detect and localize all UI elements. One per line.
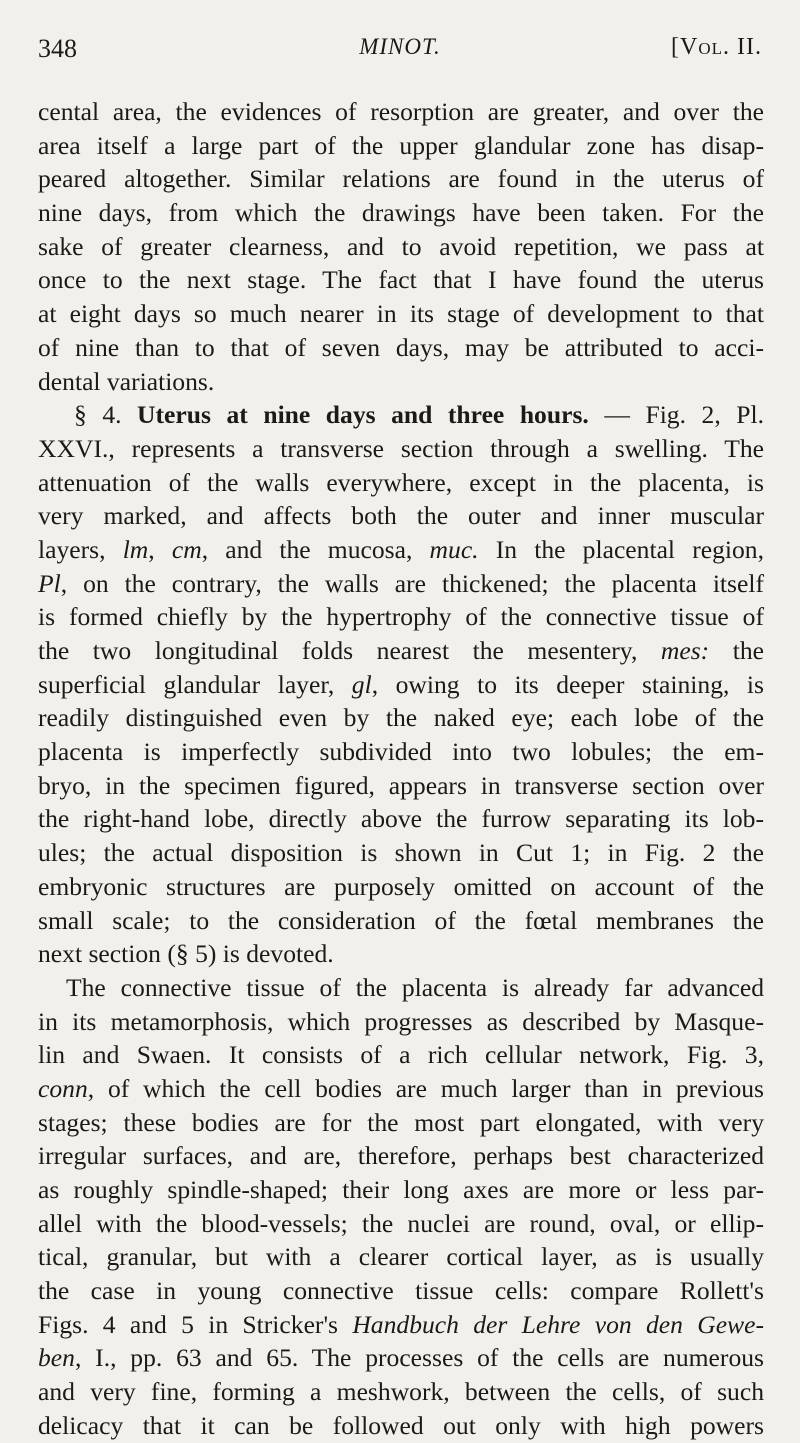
text-line (38, 870, 764, 904)
text-run: The connective tissue of the placenta is already far advanced (66, 972, 764, 1002)
text-line (38, 398, 764, 432)
text-line (38, 1375, 764, 1409)
text-line (38, 937, 764, 971)
text-run: tical, granular, but with a clearer cortical layer, as is usually (38, 1242, 764, 1272)
text-line (38, 1274, 764, 1308)
text-run: is formed chiefly by the hypertrophy of the connective tissue of (38, 602, 764, 632)
text-line (38, 567, 764, 601)
text-run: , and the mucosa, (201, 534, 430, 564)
italic-term: Handbuch der Lehre von den Gewe- (352, 1309, 765, 1339)
text-run: area itself a large part of the upper glandular zone has disap- (38, 130, 764, 160)
text-line (38, 1005, 764, 1039)
text-line (38, 499, 764, 533)
text-run: attenuation of the walls everywhere, except in the placenta, is (38, 467, 764, 497)
text-run: In the placental region, (478, 534, 764, 564)
text-run: peared altogether. Similar relations are found in the uterus of (38, 164, 764, 194)
text-line (38, 1341, 764, 1375)
text-line (38, 904, 764, 938)
text-run: nine days, from which the drawings have been taken. For the (38, 198, 764, 228)
italic-term: Pl (38, 568, 61, 598)
text-line (38, 466, 764, 500)
text-line (38, 1139, 764, 1173)
text-run: , owing to its deeper staining, is (371, 669, 764, 699)
text-run: embryonic structures are purposely omitted on account of the (38, 871, 764, 901)
text-line (38, 668, 764, 702)
italic-term: mes: (660, 636, 710, 665)
text-line (38, 331, 764, 365)
text-run: the (709, 636, 764, 665)
text-line (38, 432, 764, 466)
text-run: superficial glandular layer, (38, 669, 352, 699)
text-run: irregular surfaces, and are, therefore, perhaps best characterized (38, 1141, 764, 1171)
body-text (38, 95, 764, 1443)
text-run: delicacy that it can be followed out only with high powers (38, 1410, 764, 1440)
italic-term: muc. (429, 534, 479, 564)
text-line (38, 1308, 764, 1342)
text-run: small scale; to the consideration of the fœtal membranes the (38, 905, 764, 935)
text-run: , on the contrary, the walls are thickened; the placenta itself (60, 568, 764, 598)
running-header (38, 34, 762, 74)
text-run: , of which the cell bodies are much larger than in previous (87, 1073, 764, 1103)
text-line (38, 1072, 764, 1106)
text-run: very marked, and affects both the outer and inner muscular (38, 501, 764, 531)
text-run: § 4. (74, 400, 138, 430)
text-line (38, 836, 764, 870)
text-run: readily distinguished even by the naked eye; each lobe of the (38, 703, 764, 733)
volume-label: [Vol. II. (671, 34, 762, 60)
text-run: , I., pp. 63 and 65. The processes of the cells are numerous (74, 1343, 764, 1373)
text-run: the right-hand lobe, directly above the furrow separating its lob- (38, 804, 764, 834)
text-run: layers, (38, 534, 123, 564)
text-run: ules; the actual disposition is shown in Cut 1; in Fig. 2 the (38, 838, 764, 868)
text-run: the case in young connective tissue cells: compare Rollett's (38, 1276, 764, 1306)
italic-term: ben (38, 1343, 75, 1373)
italic-term: gl (351, 669, 372, 699)
running-title: MINOT. (359, 34, 441, 59)
text-run: of nine than to that of seven days, may be attributed to acci- (38, 332, 764, 362)
text-run: XXVI., represents a transverse section through a swelling. The (38, 433, 764, 463)
text-line (38, 95, 764, 129)
text-line (38, 971, 764, 1005)
text-run: , (148, 534, 172, 564)
text-run: lin and Swaen. It consists of a rich cellular network, Fig. 3, (38, 1040, 764, 1070)
text-line (38, 735, 764, 769)
text-line (38, 1409, 764, 1443)
text-run: — Fig. 2, Pl. (588, 400, 764, 430)
text-run: placenta is imperfectly subdivided into two lobules; the em- (38, 737, 764, 767)
text-run: cental area, the evidences of resorption are greater, and over the (38, 97, 764, 126)
text-run: the two longitudinal folds nearest the mesentery, (38, 636, 661, 665)
text-line (38, 1173, 764, 1207)
text-run: next section (§ 5) is devoted. (38, 939, 334, 969)
text-line (38, 533, 764, 567)
text-run: in its metamorphosis, which progresses as described by Masque- (38, 1006, 764, 1036)
text-run: bryo, in the specimen figured, appears in transverse section over (38, 770, 764, 800)
text-line (38, 600, 764, 634)
text-line (38, 196, 764, 230)
text-line (38, 297, 764, 331)
text-line (38, 701, 764, 735)
text-line (38, 365, 764, 399)
text-run: Figs. 4 and 5 in Stricker's (38, 1309, 353, 1339)
italic-term: conn (38, 1073, 88, 1103)
text-run: sake of greater clearness, and to avoid repetition, we pass at (38, 231, 764, 261)
text-line (38, 162, 764, 196)
text-line (38, 1207, 764, 1241)
text-run: at eight days so much nearer in its stage of development to that (38, 299, 764, 329)
text-run: stages; these bodies are for the most part elongated, with very (38, 1107, 764, 1137)
text-run: dental variations. (38, 366, 215, 396)
italic-term: lm (122, 534, 149, 564)
text-run: as roughly spindle-shaped; their long axes are more or less par- (38, 1175, 764, 1204)
text-line (38, 802, 764, 836)
text-line (38, 634, 764, 668)
text-run: and very fine, forming a meshwork, between the cells, of such (38, 1377, 764, 1407)
text-run: allel with the blood-vessels; the nuclei are round, oval, or ellip- (38, 1208, 764, 1238)
text-line (38, 769, 764, 803)
page-number: 348 (38, 34, 77, 63)
text-line (38, 1038, 764, 1072)
text-line (38, 230, 764, 264)
section-heading: Uterus at nine days and three hours. (137, 400, 589, 430)
text-run: once to the next stage. The fact that I have found the uterus (38, 265, 764, 295)
italic-term: cm (171, 534, 202, 564)
text-line (38, 1240, 764, 1274)
text-line (38, 1106, 764, 1140)
text-line (38, 263, 764, 297)
text-line (38, 129, 764, 163)
